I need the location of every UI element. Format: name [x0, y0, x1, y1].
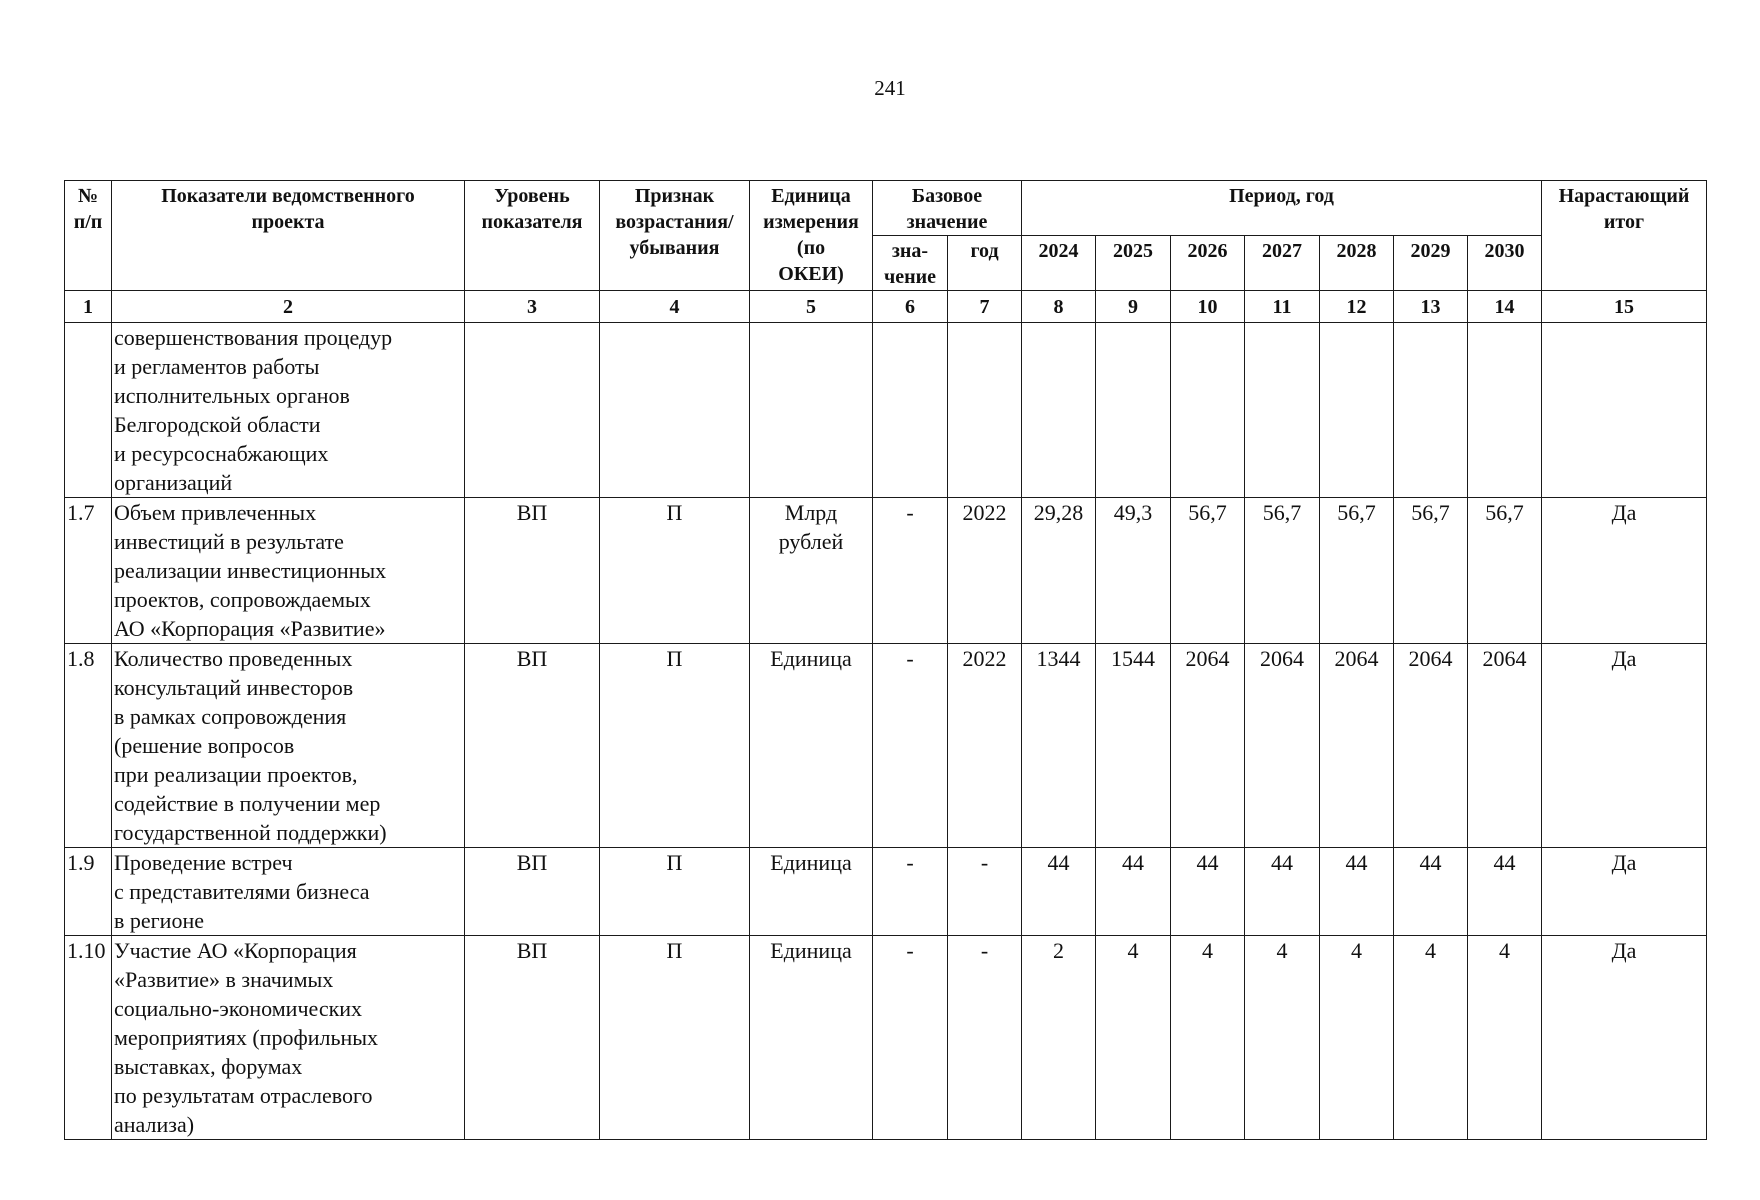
row-cumulative: Да: [1542, 936, 1707, 1140]
row-value: [1394, 323, 1468, 498]
header-indicator: Показатели ведомственного проекта: [112, 181, 465, 291]
row-base-value: -: [873, 498, 948, 644]
row-value: 2: [1022, 936, 1096, 1140]
row-base-value: -: [873, 848, 948, 936]
row-value: 29,28: [1022, 498, 1096, 644]
row-value: [1468, 323, 1542, 498]
header-year: 2026: [1171, 236, 1245, 291]
row-unit: Единица: [750, 848, 873, 936]
column-number: 6: [873, 291, 948, 323]
column-number: 2: [112, 291, 465, 323]
header-year: 2028: [1320, 236, 1394, 291]
row-base-year: 2022: [948, 498, 1022, 644]
table-row: [65, 644, 1707, 848]
row-number: 1.10: [65, 936, 112, 1140]
row-cumulative: Да: [1542, 498, 1707, 644]
column-numbers-row: [65, 291, 1707, 323]
table-row: [65, 498, 1707, 644]
header-num: № п/п: [65, 181, 112, 291]
row-indicator: совершенствования процедур и регламентов работы исполнительных органов Белгородской области и ресурсоснабжающих организаций: [112, 323, 465, 498]
row-value: 44: [1320, 848, 1394, 936]
row-value: [1245, 323, 1320, 498]
row-indicator: Объем привлеченных инвестиций в результате реализации инвестиционных проектов, сопровождаемых АО «Корпорация «Развитие»: [112, 498, 465, 644]
row-base-year: -: [948, 936, 1022, 1140]
row-value: 56,7: [1468, 498, 1542, 644]
header-unit: Единица измерения (по ОКЕИ): [750, 181, 873, 291]
row-cumulative: Да: [1542, 848, 1707, 936]
row-level: ВП: [465, 644, 600, 848]
row-cumulative: Да: [1542, 644, 1707, 848]
row-value: 2064: [1320, 644, 1394, 848]
column-number: 1: [65, 291, 112, 323]
row-value: 4: [1394, 936, 1468, 1140]
row-unit: Млрд рублей: [750, 498, 873, 644]
header-level: Уровень показателя: [465, 181, 600, 291]
header-year: 2027: [1245, 236, 1320, 291]
row-unit: [750, 323, 873, 498]
row-sign: П: [600, 936, 750, 1140]
row-value: 56,7: [1171, 498, 1245, 644]
page-number: 241: [874, 76, 906, 100]
row-base-value: -: [873, 936, 948, 1140]
column-number: 13: [1394, 291, 1468, 323]
row-value: 44: [1096, 848, 1171, 936]
row-value: 44: [1468, 848, 1542, 936]
row-value: 56,7: [1394, 498, 1468, 644]
row-cumulative: [1542, 323, 1707, 498]
column-number: 11: [1245, 291, 1320, 323]
row-indicator: Проведение встреч с представителями бизнеса в регионе: [112, 848, 465, 936]
row-value: 56,7: [1320, 498, 1394, 644]
row-value: [1320, 323, 1394, 498]
row-base-year: [948, 323, 1022, 498]
header-base: Базовое значение: [873, 181, 1022, 236]
row-sign: [600, 323, 750, 498]
row-unit: Единица: [750, 644, 873, 848]
column-number: 15: [1542, 291, 1707, 323]
row-level: ВП: [465, 498, 600, 644]
column-number: 3: [465, 291, 600, 323]
column-number: 8: [1022, 291, 1096, 323]
row-value: 2064: [1245, 644, 1320, 848]
row-sign: П: [600, 498, 750, 644]
row-unit: Единица: [750, 936, 873, 1140]
column-number: 12: [1320, 291, 1394, 323]
row-level: ВП: [465, 936, 600, 1140]
row-value: 56,7: [1245, 498, 1320, 644]
row-value: [1171, 323, 1245, 498]
header-base-year: год: [948, 236, 1022, 291]
header-row-top: [65, 181, 1707, 236]
table-row: [65, 936, 1707, 1140]
column-number: 7: [948, 291, 1022, 323]
row-indicator: Количество проведенных консультаций инвесторов в рамках сопровождения (решение вопросов при реализации проектов, содействие в получении мер государственной поддержки): [112, 644, 465, 848]
table-row: [65, 323, 1707, 498]
column-number: 9: [1096, 291, 1171, 323]
row-value: [1096, 323, 1171, 498]
row-value: 2064: [1394, 644, 1468, 848]
row-value: 44: [1245, 848, 1320, 936]
row-value: 1344: [1022, 644, 1096, 848]
row-base-value: [873, 323, 948, 498]
row-number: 1.8: [65, 644, 112, 848]
row-value: 1544: [1096, 644, 1171, 848]
row-value: 4: [1096, 936, 1171, 1140]
row-number: [65, 323, 112, 498]
column-number: 14: [1468, 291, 1542, 323]
header-base-value: зна- чение: [873, 236, 948, 291]
row-value: 44: [1171, 848, 1245, 936]
row-value: 4: [1320, 936, 1394, 1140]
row-value: 4: [1171, 936, 1245, 1140]
row-value: 2064: [1171, 644, 1245, 848]
column-number: 4: [600, 291, 750, 323]
table-row: [65, 848, 1707, 936]
row-value: 49,3: [1096, 498, 1171, 644]
row-value: 2064: [1468, 644, 1542, 848]
row-value: [1022, 323, 1096, 498]
column-number: 10: [1171, 291, 1245, 323]
row-number: 1.9: [65, 848, 112, 936]
row-base-year: 2022: [948, 644, 1022, 848]
row-value: 44: [1394, 848, 1468, 936]
row-value: 44: [1022, 848, 1096, 936]
header-sign: Признак возрастания/ убывания: [600, 181, 750, 291]
header-year: 2024: [1022, 236, 1096, 291]
row-base-year: -: [948, 848, 1022, 936]
indicators-table: [64, 180, 1707, 1140]
row-sign: П: [600, 644, 750, 848]
header-cumulative: Нарастающий итог: [1542, 181, 1707, 291]
header-year: 2029: [1394, 236, 1468, 291]
header-year: 2030: [1468, 236, 1542, 291]
row-level: [465, 323, 600, 498]
row-value: 4: [1245, 936, 1320, 1140]
row-value: 4: [1468, 936, 1542, 1140]
header-period: Период, год: [1022, 181, 1542, 236]
row-base-value: -: [873, 644, 948, 848]
row-number: 1.7: [65, 498, 112, 644]
row-sign: П: [600, 848, 750, 936]
column-number: 5: [750, 291, 873, 323]
row-level: ВП: [465, 848, 600, 936]
header-year: 2025: [1096, 236, 1171, 291]
row-indicator: Участие АО «Корпорация «Развитие» в значимых социально-экономических мероприятиях (профильных выставках, форумах по результатам отраслевого анализа): [112, 936, 465, 1140]
